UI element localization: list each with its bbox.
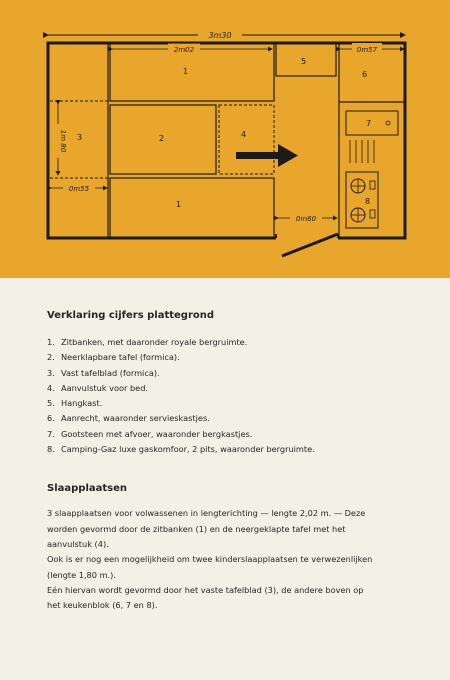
zone-4-label: 4 [241,130,247,139]
zone-5-label: 5 [301,57,307,66]
legend-item: 2. Neerklapbare tafel (formica). [47,352,180,363]
zone-8-label: 8 [365,197,371,206]
door-gap-label: 0m60 [295,215,317,223]
drainboard [350,140,374,163]
text-content [47,310,417,613]
zone-1-bottom-label: 1 [176,200,182,209]
paragraph-line: 3 slaapplaatsen voor volwassenen in lengterichting — lengte 2,02 m. — Deze [47,508,366,519]
legend-title: Verklaring cijfers plattegrond [47,310,215,321]
zone-1-top-label: 1 [183,67,189,76]
floor-plan-diagram [0,0,450,278]
legend-item: 3. Vast tafelblad (formica). [47,367,160,378]
drain-icon [386,121,390,125]
legend-item: 5. Hangkast. [47,398,103,409]
zone-7-label: 7 [366,119,372,128]
paragraph-line: worden gevormd door de zitbanken (1) en de neergeklapte tafel met het [47,523,346,534]
paragraph-line: Ook is er nog een mogelijkheid om twee kinderslaapplaatsen te verwezenlijken [47,554,373,565]
zone-6-label: 6 [362,70,368,79]
legend-list [47,335,417,457]
sleeping-paragraph [47,506,417,613]
outer-wall [48,43,405,238]
legend-item: 8. Camping-Gaz luxe gaskomfoor, 2 pits, waaronder bergruimte. [47,444,315,455]
legend-item: 4. Aanvulstuk voor bed. [47,382,148,393]
legend-item: 1. Zitbanken, met daaronder royale bergruimte. [47,337,248,347]
paragraph-line: (lengte 1,80 m.). [47,569,116,580]
floor-plan-panel [0,0,450,278]
zone-1-bottom-bench [110,178,274,238]
sleeping-title: Slaapplaatsen [47,483,127,495]
zone-2-label: 2 [159,134,165,143]
paragraph-line: het keukenblok (6, 7 en 8). [47,600,158,611]
kitchen-width-label: 0m57 [356,46,378,54]
legend-item: 7. Gootsteen met afvoer, waaronder bergkastjes. [47,428,253,439]
paragraph-line: aanvulstuk (4). [47,538,109,549]
entrance-arrow-icon [236,144,298,167]
burner-icon [351,208,365,222]
height-label: 1m 80 [59,129,67,153]
left-block-width-label: 2m02 [173,46,195,54]
stove-knob-icon [370,181,375,218]
zone-4-bed-extension [219,105,274,174]
zone-3-label: 3 [77,133,83,142]
legend-item: 6. Aanrecht, waaronder servieskastjes. [47,413,210,424]
total-width-label: 3m30 [208,31,232,40]
paragraph-line: Eén hiervan wordt gevormd door het vaste tafelblad (3), de andere boven op [47,584,364,595]
seat-depth-label: 0m55 [68,185,90,193]
burner-icon [351,179,365,193]
